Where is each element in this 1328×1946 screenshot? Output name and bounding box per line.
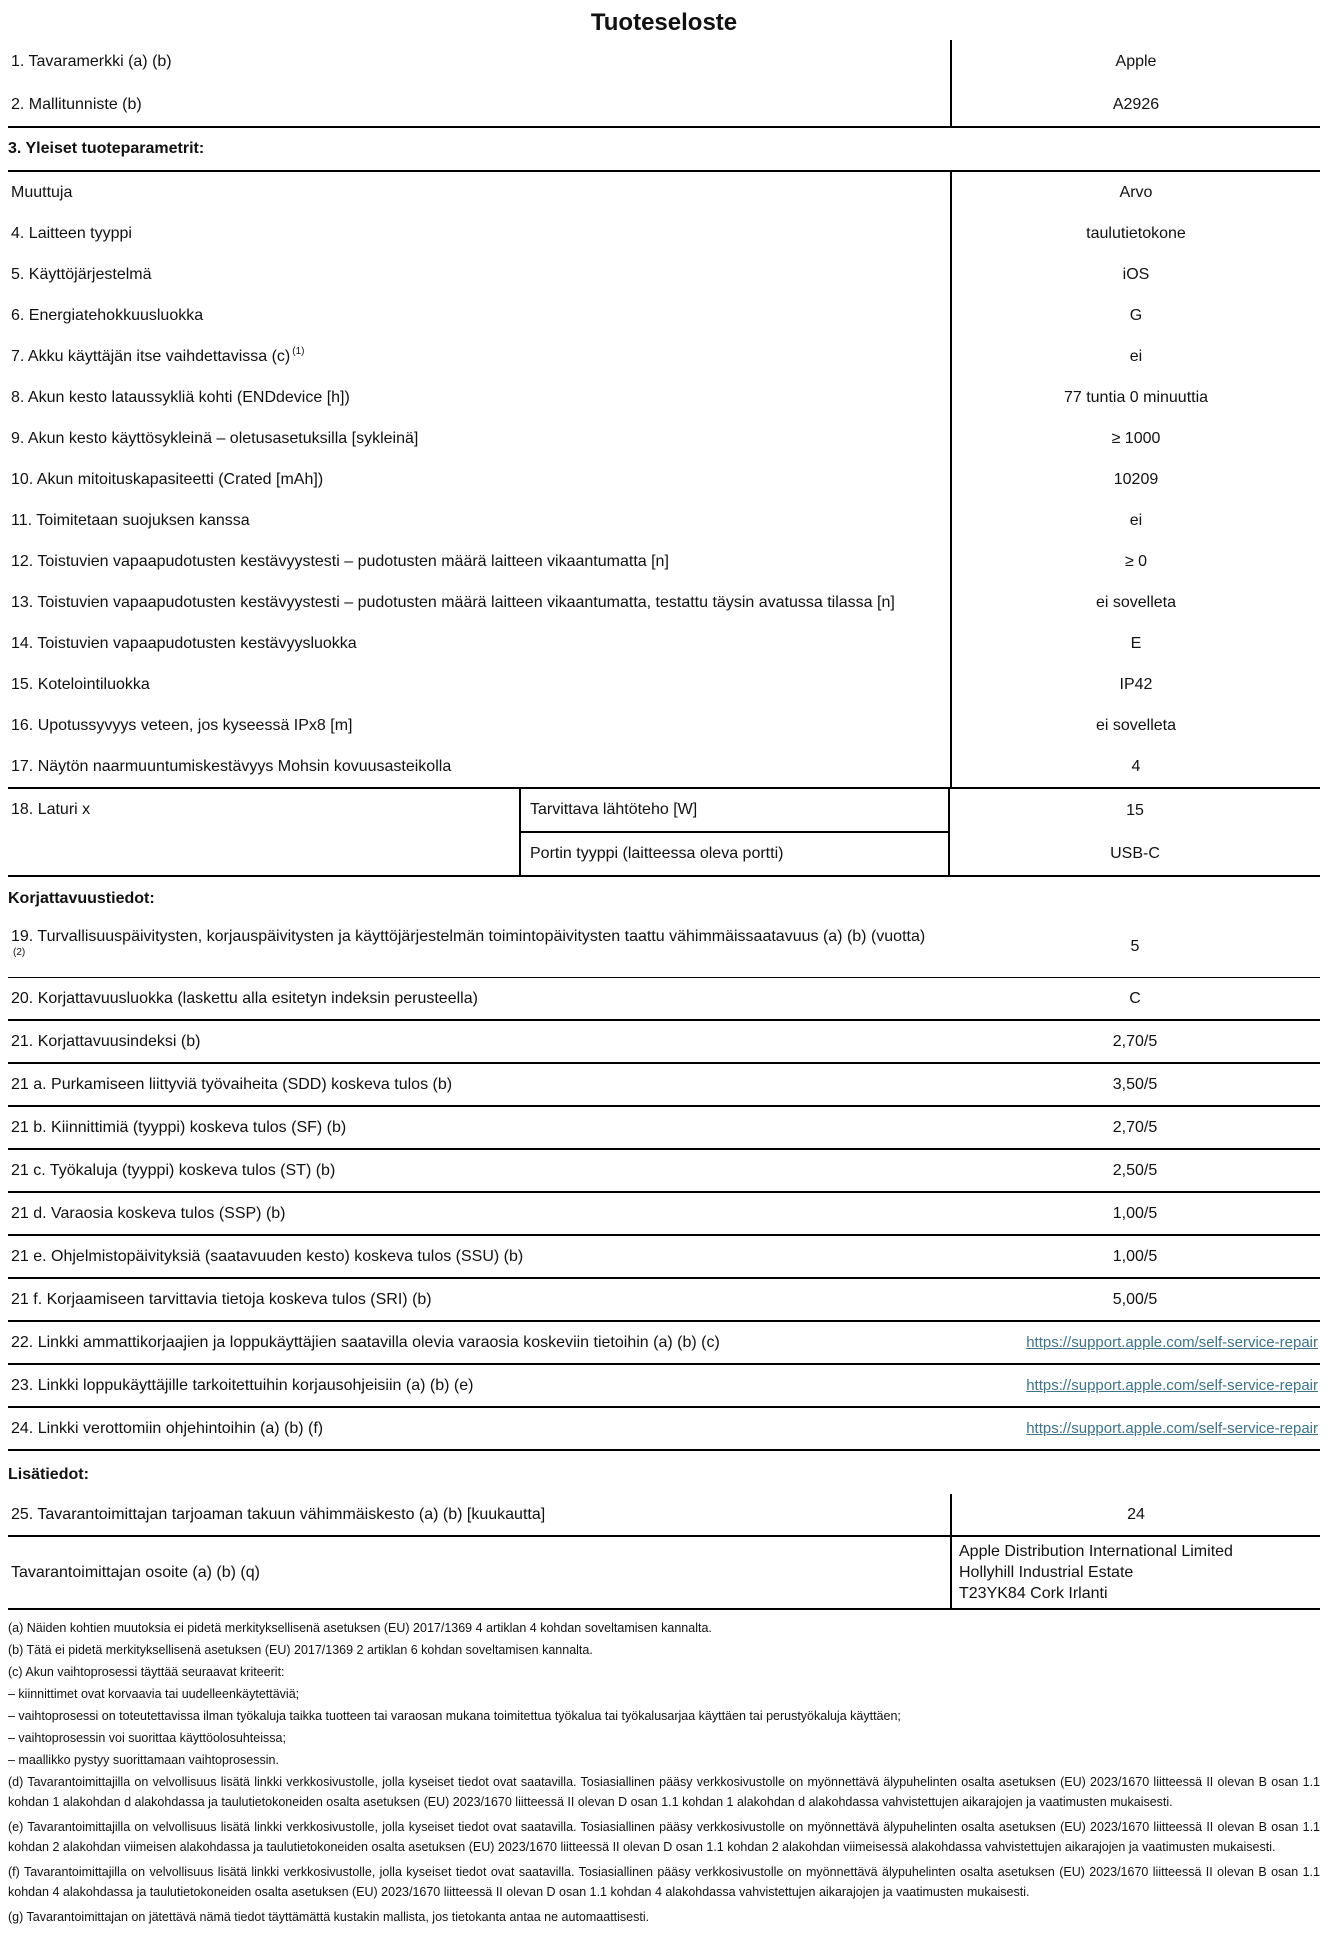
address-line: Hollyhill Industrial Estate — [959, 1564, 1134, 1581]
row-value — [1026, 1408, 1320, 1449]
table-row — [8, 917, 1320, 978]
row-label: 11. Toimitetaan suojuksen kanssa — [11, 511, 250, 529]
footnote-b: (b) Tätä ei pidetä merkityksellisenä asetuksen (EU) 2017/1369 2 artiklan 6 kohdan soveltamisen kannalta. — [8, 1643, 593, 1657]
table-row — [8, 1193, 1320, 1236]
footnote-c: (c) Akun vaihtoprosessi täyttää seuraavat kriteerit: — [8, 1665, 285, 1679]
row-label: 22. Linkki ammattikorjaajien ja loppukäyttäjien saatavilla olevia varaosia koskeviin tietoihin (a) (b) (c) — [11, 1333, 720, 1351]
row-label: Portin tyyppi (laitteessa oleva portti) — [530, 845, 784, 862]
table-row — [8, 418, 1320, 459]
row-label: 10. Akun mitoituskapasiteetti (Crated [mAh]) — [11, 470, 324, 488]
row-value: ei sovelleta — [950, 705, 1320, 746]
row-value: ei — [950, 500, 1320, 541]
footnote-c-criterion: – vaihtoprosessin voi suorittaa käyttöolosuhteissa; — [8, 1731, 286, 1745]
table-row — [8, 500, 1320, 541]
row-value: A2926 — [950, 83, 1320, 126]
row-value: C — [1129, 989, 1141, 1007]
column-header-variable: Muuttuja — [11, 183, 73, 201]
row-value — [1026, 1322, 1320, 1363]
table-row — [8, 1064, 1320, 1107]
row-label: Tarvittava lähtöteho [W] — [521, 789, 948, 833]
footnote-e: (e) Tavarantoimittajilla on velvollisuus lisätä linkki verkkosivustolle, jolla kyseiset tiedot ovat saatavilla. Tosiasiallinen pääsy verkkosivustolle on myönnettävä älypuhelinten osalta asetuksen (EU) 2023/1670 liitteessä II olevan B osan 1.1 kohdan 2 alakohdan viimeisen alakohdassa ja taulutietokoneiden osalta asetuksen (EU) 2023/1670 liitteessä II olevan D osan 1.1 kohdan 2 alakohdan viimeisessä alakohdassa vahvistettujen aikarajojen ja vaatimusten mukaisesti. — [8, 1820, 1320, 1854]
charger-sub-values — [948, 789, 1320, 875]
row-value: iOS — [950, 254, 1320, 295]
row-label: 19. Turvallisuuspäivitysten, korjauspäivitysten ja käyttöjärjestelmän toimintopäivitysten taattu vähimmäissaatavuus (a) (b) (vuotta)$^{(2)}$ — [11, 928, 926, 958]
footnote-d: (d) Tavarantoimittajilla on velvollisuus lisätä linkki verkkosivustolle, jolla kyseiset tiedot ovat saatavilla. Tosiasiallinen pääsy verkkosivustolle on myönnettävä älypuhelinten osalta asetuksen (EU) 2023/1670 liitteessä II olevan B osan 1.1 kohdan 1 alakohdan d alakohdassa ja taulutietokoneiden osalta asetuksen (EU) 2023/1670 liitteessä II olevan D osan 1.1 kohdan 1 alakohdan d alakohdassa vahvistettujen aikarajojen ja vaatimusten mukaisesti. — [8, 1775, 1320, 1809]
row-label: 1. Tavaramerkki (a) (b) — [11, 52, 172, 70]
table-row — [8, 623, 1320, 664]
table-row — [8, 1107, 1320, 1150]
row-label: 6. Energiatehokkuusluokka — [11, 306, 204, 324]
row-label: 13. Toistuvien vapaapudotusten kestävyystesti – pudotusten määrä laitteen vikaantumatta, testattu täysin avatussa tilassa [n] — [11, 593, 895, 611]
row-label: 14. Toistuvien vapaapudotusten kestävyysluokka — [11, 634, 357, 652]
footnote-f: (f) Tavarantoimittajilla on velvollisuus lisätä linkki verkkosivustolle, jolla kyseiset tiedot ovat saatavilla. Tosiasiallinen pääsy verkkosivustolle on myönnettävä älypuhelinten osalta asetuksen (EU) 2023/1670 liitteessä II olevan B osan 1.1 kohdan 4 alakohdassa ja taulutietokoneiden osalta asetuksen (EU) 2023/1670 liitteessä II olevan D osan 1.1 kohdan 4 alakohdassa vahvistettujen aikarajojen ja vaatimusten mukaisesti. — [8, 1865, 1320, 1899]
row-label: 9. Akun kesto käyttösykleinä – oletusasetuksilla [sykleinä] — [11, 429, 419, 447]
table-row — [8, 664, 1320, 705]
table-header-row — [8, 172, 1320, 213]
row-value: Apple — [950, 40, 1320, 83]
row-label: 12. Toistuvien vapaapudotusten kestävyystesti – pudotusten määrä laitteen vikaantumatta [n] — [11, 552, 669, 570]
row-label: 23. Linkki loppukäyttäjille tarkoitettuihin korjausohjeisiin (a) (b) (e) — [11, 1376, 474, 1394]
repair-instructions-link[interactable]: https://support.apple.com/self-service-repair — [1026, 1376, 1318, 1394]
table-row — [8, 1150, 1320, 1193]
row-label: 4. Laitteen tyyppi — [11, 224, 132, 242]
row-label: 5. Käyttöjärjestelmä — [11, 265, 152, 283]
row-label: 16. Upotussyvyys veteen, jos kyseessä IPx8 [m] — [11, 716, 353, 734]
supplier-address-row — [8, 1537, 1320, 1610]
row-value: ≥ 0 — [950, 541, 1320, 582]
row-label: 17. Näytön naarmuuntumiskestävyys Mohsin kovuusasteikolla — [11, 757, 452, 775]
row-label: 25. Tavarantoimittajan tarjoaman takuun vähimmäiskesto (a) (b) [kuukautta] — [11, 1505, 546, 1523]
spare-parts-info-link[interactable]: https://support.apple.com/self-service-repair — [1026, 1333, 1318, 1351]
table-row — [8, 459, 1320, 500]
row-value: 5 — [1130, 938, 1140, 955]
column-header-value: Arvo — [950, 172, 1320, 213]
row-label: 15. Kotelointiluokka — [11, 675, 150, 693]
section-header-general-parameters: 3. Yleiset tuoteparametrit: — [8, 128, 1320, 172]
row-value: 2,50/5 — [1112, 1161, 1158, 1179]
charger-row — [8, 787, 1320, 877]
row-value: 3,50/5 — [1112, 1075, 1158, 1093]
row-value: IP42 — [950, 664, 1320, 705]
supplier-address — [950, 1537, 1320, 1608]
row-label: 24. Linkki verottomiin ohjehintoihin (a) (b) (f) — [11, 1419, 324, 1437]
section-header-additional-info: Lisätiedot: — [8, 1466, 89, 1483]
table-row — [8, 377, 1320, 418]
row-value: ei — [950, 336, 1320, 377]
row-value: 2,70/5 — [1112, 1032, 1158, 1050]
table-row — [8, 1494, 1320, 1537]
footnote-c-criterion: – vaihtoprosessi on toteutettavissa ilman työkaluja taikka tuotteen tai varaosan mukana toimitettua työkalua tai työkalusarjaa käyttäen tai perustyökaluja käyttäen; — [8, 1709, 901, 1723]
table-row — [8, 40, 1320, 83]
address-line: Apple Distribution International Limited — [959, 1543, 1233, 1560]
row-label: 21 f. Korjaamiseen tarvittavia tietoja koskeva tulos (SRI) (b) — [11, 1290, 432, 1308]
charger-sub-labels — [519, 789, 948, 875]
table-row — [8, 978, 1320, 1021]
table-row — [8, 1021, 1320, 1064]
row-value: 1,00/5 — [1112, 1247, 1158, 1265]
row-value: 77 tuntia 0 minuuttia — [950, 377, 1320, 418]
table-row — [8, 1322, 1320, 1365]
row-value: taulutietokone — [950, 213, 1320, 254]
table-row — [8, 1408, 1320, 1451]
row-value: USB-C — [1110, 844, 1160, 862]
table-row — [8, 295, 1320, 336]
row-label: 21. Korjattavuusindeksi (b) — [11, 1032, 201, 1050]
row-value: 10209 — [950, 459, 1320, 500]
row-label: 21 c. Työkaluja (tyyppi) koskeva tulos (ST) (b) — [11, 1161, 336, 1179]
row-value: 24 — [950, 1494, 1320, 1535]
table-row — [8, 213, 1320, 254]
address-line: T23YK84 Cork Irlanti — [959, 1585, 1108, 1602]
table-row — [8, 1365, 1320, 1408]
row-label: 21 e. Ohjelmistopäivityksiä (saatavuuden kesto) koskeva tulos (SSU) (b) — [11, 1247, 524, 1265]
row-value: 4 — [950, 746, 1320, 787]
row-label: Tavarantoimittajan osoite (a) (b) (q) — [11, 1563, 260, 1581]
page-title: Tuoteseloste — [590, 9, 738, 36]
row-value — [1026, 1365, 1320, 1406]
footnote-c-criterion: – maallikko pystyy suorittamaan vaihtoprosessin. — [8, 1753, 279, 1767]
table-row — [8, 705, 1320, 746]
table-row — [8, 336, 1320, 377]
row-value: 1,00/5 — [1112, 1204, 1158, 1222]
footnote-ref-2: (2) — [13, 946, 26, 958]
row-value: 15 — [1126, 801, 1144, 819]
row-label: 21 a. Purkamiseen liittyviä työvaiheita (SDD) koskeva tulos (b) — [11, 1075, 453, 1093]
general-parameters-table — [8, 172, 1320, 787]
row-label: 21 d. Varaosia koskeva tulos (SSP) (b) — [11, 1204, 286, 1222]
row-label: 7. Akku käyttäjän itse vaihdettavissa (c) $^{(1)}$ — [11, 346, 305, 365]
footnotes — [8, 1610, 1320, 1927]
table-row — [8, 582, 1320, 623]
table-row — [8, 541, 1320, 582]
table-row — [8, 1279, 1320, 1322]
table-row — [8, 746, 1320, 787]
footnote-a: (a) Näiden kohtien muutoksia ei pidetä merkityksellisenä asetuksen (EU) 2017/1369 4 artiklan 4 kohdan soveltamisen kannalta. — [8, 1621, 712, 1635]
table-row — [8, 1236, 1320, 1279]
table-row — [8, 83, 1320, 126]
identification-table — [8, 40, 1320, 128]
row-label: 18. Laturi x — [11, 801, 91, 818]
row-label: 20. Korjattavuusluokka (laskettu alla esitetyn indeksin perusteella) — [11, 989, 478, 1007]
row-label: 8. Akun kesto lataussykliä kohti (ENDdevice [h]) — [11, 388, 350, 406]
row-value: E — [950, 623, 1320, 664]
table-row — [8, 254, 1320, 295]
row-label: 21 b. Kiinnittimiä (tyyppi) koskeva tulos (SF) (b) — [11, 1118, 347, 1136]
row-value: 5,00/5 — [1112, 1290, 1158, 1308]
row-value: ≥ 1000 — [950, 418, 1320, 459]
footnote-ref-1: (1) — [292, 346, 305, 358]
footnote-g: (g) Tavarantoimittajan on jätettävä nämä tiedot täyttämättä kustakin mallista, jos tietokanta antaa ne automaattisesti. — [8, 1910, 650, 1924]
price-guide-link[interactable]: https://support.apple.com/self-service-repair — [1026, 1419, 1318, 1437]
row-value: G — [950, 295, 1320, 336]
row-value: ei sovelleta — [950, 582, 1320, 623]
row-label: 2. Mallitunniste (b) — [11, 95, 142, 113]
footnote-c-criterion: – kiinnittimet ovat korvaavia tai uudelleenkäytettäviä; — [8, 1687, 300, 1701]
row-value: 2,70/5 — [1112, 1118, 1158, 1136]
section-header-repairability: Korjattavuustiedot: — [8, 890, 155, 907]
